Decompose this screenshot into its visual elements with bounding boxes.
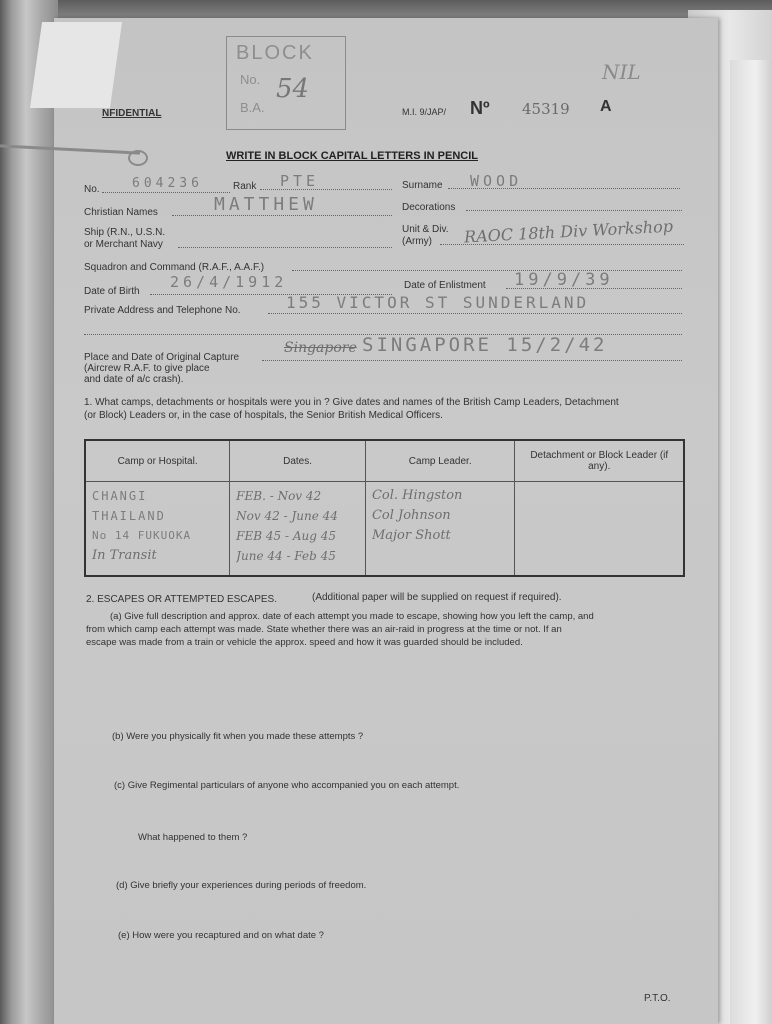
section2-c-follow: What happened to them ?	[138, 832, 248, 843]
no-label: No.	[84, 184, 100, 195]
capture-label-line3: and date of a/c crash).	[84, 374, 184, 385]
form-suffix: A	[600, 98, 612, 115]
camp-cell: No 14 FUKUOKA	[92, 529, 192, 542]
section2-heading-note: (Additional paper will be supplied on request if required).	[312, 592, 562, 603]
block-stamp-no-label: No.	[240, 72, 261, 87]
camps-table-header	[85, 440, 684, 482]
leader-cell	[372, 546, 511, 566]
nil-mark: NIL	[602, 60, 641, 84]
header-detachment-leader: Detachment or Block Leader (if any).	[515, 440, 684, 482]
decorations-label: Decorations	[402, 202, 456, 213]
enlistment-label: Date of Enlistment	[404, 280, 486, 291]
christian-names-label: Christian Names	[84, 207, 158, 218]
tag-knot	[128, 150, 148, 166]
camps-table	[84, 439, 685, 577]
section2-a-line2: from which camp each attempt was made. State whether there was an air-raid in progress at the time or not. If an	[86, 624, 562, 635]
rank-label: Rank	[233, 181, 257, 192]
squadron-label: Squadron and Command (R.A.F., A.A.F.)	[84, 262, 265, 273]
section2-d: (d) Give briefly your experiences during periods of freedom.	[116, 880, 367, 891]
underlying-page-edge	[730, 60, 772, 1024]
capture-struck-text: Singapore	[284, 340, 357, 356]
dates-cell: FEB 45 - Aug 45	[236, 529, 337, 543]
section2-b: (b) Were you physically fit when you made these attempts ?	[112, 731, 364, 742]
detachment-column	[515, 482, 684, 577]
decorations-line	[466, 210, 682, 211]
header-camp: Camp or Hospital.	[85, 440, 230, 482]
section1-question-line2: (or Block) Leaders or, in the case of hospitals, the Senior British Medical Officers.	[84, 410, 443, 421]
instruction-heading: WRITE IN BLOCK CAPITAL LETTERS IN PENCIL	[226, 150, 478, 162]
ship-line	[178, 247, 392, 248]
surname-value: WOOD	[470, 172, 523, 190]
dates-column	[230, 482, 366, 577]
block-stamp-ba: B.A.	[240, 100, 265, 115]
section2-a-line1: (a) Give full description and approx. date of each attempt you made to escape, showing how you left the camp, and	[110, 611, 594, 622]
camp-cell: In Transit	[92, 548, 157, 563]
binder-spine	[0, 0, 58, 1024]
capture-label-line2: (Aircrew R.A.F. to give place	[84, 363, 210, 374]
enlistment-value: 19/9/39	[514, 270, 614, 290]
no-value: 604236	[132, 176, 203, 191]
leader-cell: Col. Hingston	[371, 488, 463, 503]
leader-column	[365, 482, 515, 577]
unit-label-line2: (Army)	[402, 236, 432, 247]
section1-question-line1: 1. What camps, detachments or hospitals were you in ? Give dates and names of the British Camp Leaders, Detachment	[84, 397, 619, 408]
dates-cell: June 44 - Feb 45	[236, 549, 336, 563]
camp-cell: THAILAND	[92, 509, 166, 523]
capture-label-line1: Place and Date of Original Capture	[84, 352, 240, 363]
ref-code: M.I. 9/JAP/	[402, 107, 447, 117]
block-number: 54	[276, 74, 310, 104]
camp-cell: CHANGI	[92, 489, 148, 503]
dob-value: 26/4/1912	[170, 273, 288, 291]
rank-value: PTE	[280, 172, 320, 190]
section2-c: (c) Give Regimental particulars of anyone who accompanied you on each attempt.	[114, 780, 460, 791]
address-line	[268, 313, 682, 314]
no-line	[102, 192, 230, 193]
dates-cell: Nov 42 - June 44	[236, 509, 338, 523]
confidential-label: NFIDENTIAL	[102, 108, 162, 119]
number-label: Nº	[470, 98, 490, 118]
surname-label: Surname	[402, 180, 443, 191]
ship-label-line1: Ship (R.N., U.S.N.	[84, 227, 166, 238]
form-number: 45319	[522, 100, 570, 118]
header-camp-leader: Camp Leader.	[365, 440, 515, 482]
capture-line	[262, 360, 682, 361]
unit-label-line1: Unit & Div.	[402, 224, 449, 235]
section2-e: (e) How were you recaptured and on what date ?	[118, 930, 324, 941]
section2-a-line3: escape was made from a train or vehicle the approx. speed and how it was guarded should be included.	[86, 637, 523, 648]
leader-cell: Col Johnson	[371, 508, 451, 523]
pto-label: P.T.O.	[644, 993, 671, 1004]
address-value: 155 VICTOR ST SUNDERLAND	[286, 293, 590, 312]
ship-label-line2: or Merchant Navy	[84, 239, 163, 250]
dob-label: Date of Birth	[84, 286, 140, 297]
christian-names-value: MATTHEW	[214, 194, 318, 215]
section2-heading: 2. ESCAPES OR ATTEMPTED ESCAPES.	[86, 594, 277, 605]
header-dates: Dates.	[230, 440, 366, 482]
squadron-line	[292, 270, 682, 271]
camp-column	[85, 482, 230, 577]
table-row	[85, 482, 684, 577]
capture-value: SINGAPORE 15/2/42	[362, 334, 608, 356]
unit-value: RAOC 18th Div Workshop	[463, 216, 674, 247]
block-stamp-title: BLOCK	[236, 42, 314, 64]
address-label: Private Address and Telephone No.	[84, 305, 241, 316]
paper-tab	[30, 22, 122, 108]
dates-cell: FEB. - Nov 42	[236, 489, 322, 503]
leader-cell: Major Shott	[371, 528, 451, 543]
christian-names-line	[172, 215, 392, 216]
